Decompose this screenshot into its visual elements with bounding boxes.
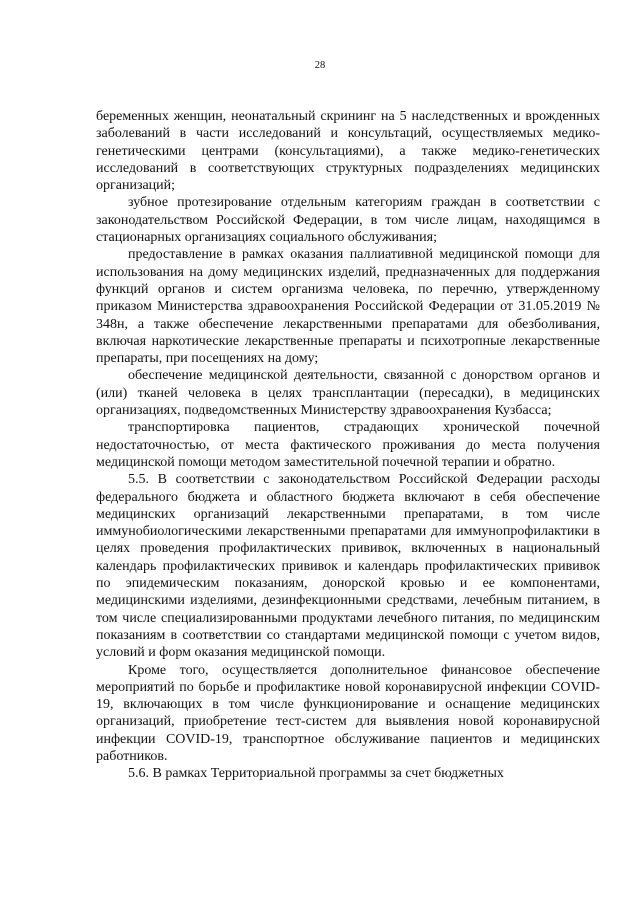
paragraph-section-5-5: 5.5. В соответствии с законодательством Российской Федерации расходы федерального бюджета и областного бюджета включают в себя обеспечение медицинских организаций лекарственными препаратами, в том числе иммунобиологическими лекарственными препаратами для иммунопрофилактики в целях проведения профилактических прививок, включенных в национальный календарь профилактических прививок и календарь профилактических прививок по эпидемическим показаниям, донорской кровью и ее компонентами, медицинскими изделиями, дезинфекционными средствами, лечебным питанием, в том числе специализированными продуктами лечебного питания, по медицинским показаниям в соответствии со стандартами медицинской помощи с учетом видов, условий и форм оказания медицинской помощи.	[96, 472, 600, 661]
paragraph-covid-financing: Кроме того, осуществляется дополнительное финансовое обеспечение мероприятий по борьбе и профилактике новой коронавирусной инфекции COVID-19, включающих в том числе функционирование и оснащение медицинских организаций, приобретение тест-систем для выявления новой коронавирусной инфекции COVID-19, транспортное обслуживание пациентов и медицинских работников.	[96, 662, 600, 764]
paragraph-dental-prosthetics: зубное протезирование отдельным категориям граждан в соответствии с законодательством Российской Федерации, в том числе лицам, находящимся в стационарных организациях социального обслуживания;	[96, 195, 600, 246]
paragraph-palliative-care: предоставление в рамках оказания паллиативной медицинской помощи для использования на дому медицинских изделий, предназначенных для поддержания функций органов и систем организма человека, по перечню, утвержденному приказом Министерства здравоохранения Российской Федерации от 31.05.2019 № 348н, а также обеспечение лекарственными препаратами для обезболивания, включая наркотические лекарственные препараты и психотропные лекарственные препараты, при посещениях на дому;	[96, 247, 600, 367]
page-number: 28	[314, 60, 326, 71]
paragraph-section-5-6: 5.6. В рамках Территориальной программы за счет бюджетных	[128, 766, 504, 782]
document-body	[96, 108, 600, 783]
paragraph-prenatal-screening: беременных женщин, неонатальный скрининг на 5 наследственных и врожденных заболеваний в части исследований и консультаций, осуществляемых медико-генетическими центрами (консультациями), а также медико-генетических исследований в соответствующих структурных подразделениях медицинских организаций;	[96, 109, 600, 194]
paragraph-patient-transport: транспортировка пациентов, страдающих хронической почечной недостаточностью, от места фактического проживания до места получения медицинской помощи методом заместительной почечной терапии и обратно.	[96, 420, 600, 470]
paragraph-organ-donation: обеспечение медицинской деятельности, связанной с донорством органов и (или) тканей человека в целях трансплантации (пересадки), в медицинских организациях, подведомственных Министерству здравоохранения Кузбасса;	[96, 368, 600, 419]
